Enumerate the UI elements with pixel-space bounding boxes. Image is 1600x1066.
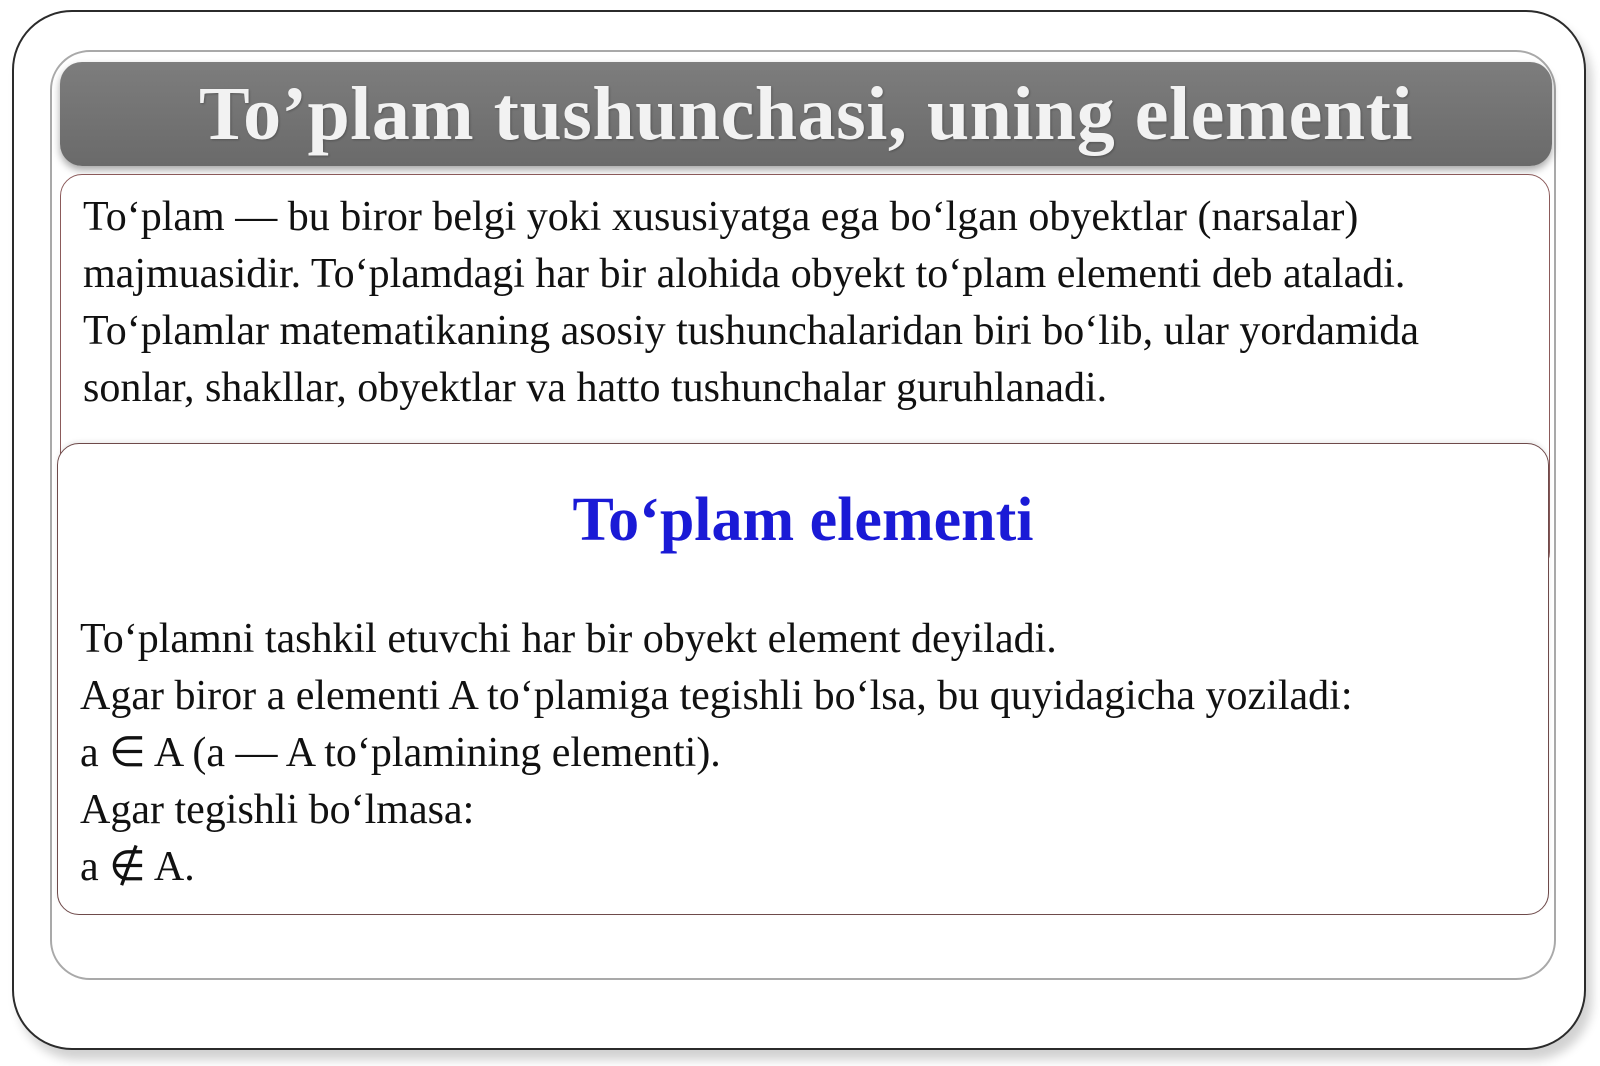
element-line-definition: To‘plamni tashkil etuvchi har bir obyekt element deyiladi. <box>80 616 1057 662</box>
element-heading: To‘plam elementi <box>572 486 1034 554</box>
element-body <box>80 611 1530 896</box>
element-line-not-belongs: Agar tegishli bo‘lmasa: <box>80 787 475 833</box>
intro-paragraph: To‘plam — bu biror belgi yoki xususiyatga ega bo‘lgan obyektlar (narsalar) majmuasidir. To‘plamdagi har bir alohida obyekt to‘plam elementi deb ataladi. To‘plamlar matematikaning asosiy tushunchalaridan biri bo‘lib, ular yordamida sonlar, shakllar, obyektlar va hatto tushunchalar guruhlanadi. <box>83 194 1420 411</box>
slide-title: To’plam tushunchasi, uning elementi <box>198 71 1414 156</box>
element-definition-box <box>57 443 1549 915</box>
title-bar <box>60 62 1552 166</box>
element-line-in-notation: a ∈ A (a — A to‘plamining elementi). <box>80 730 721 776</box>
element-line-notin-notation: a ∉ A. <box>80 844 195 890</box>
element-line-belongs: Agar biror a elementi A to‘plamiga tegishli bo‘lsa, bu quyidagicha yoziladi: <box>80 673 1353 719</box>
